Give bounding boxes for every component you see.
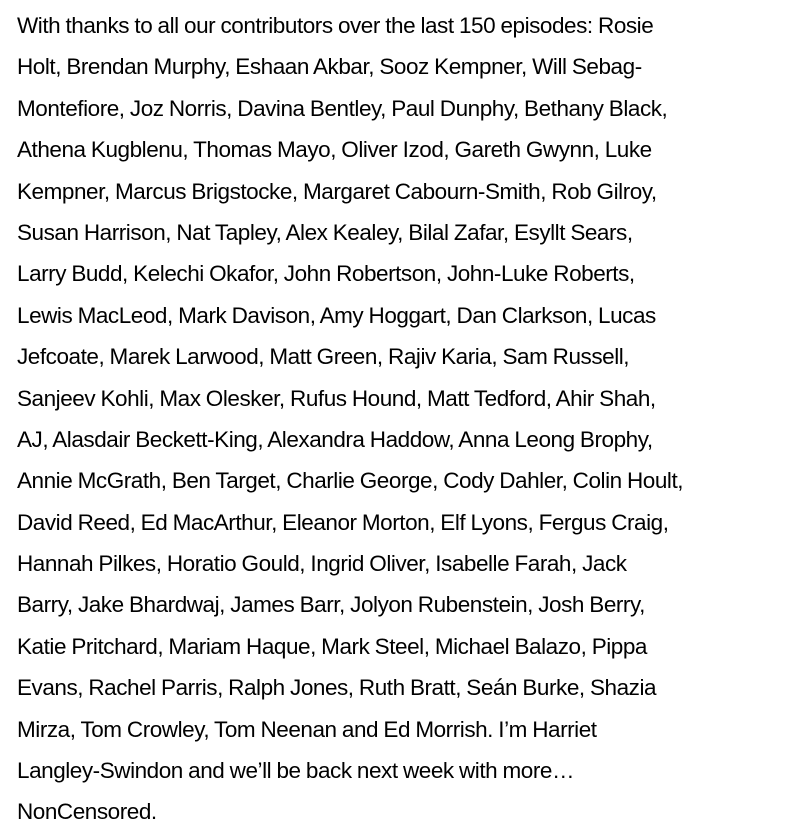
text-line: With thanks to all our contributors over the last 150 episodes: Rosie [17, 13, 654, 38]
text-line: Mirza, Tom Crowley, Tom Neenan and Ed Morrish. I’m Harriet [17, 716, 597, 742]
text-line: Athena Kugblenu, Thomas Mayo, Oliver Izod, Gareth Gwynn, Luke [17, 137, 652, 163]
text-line: David Reed, Ed MacArthur, Eleanor Morton, Elf Lyons, Fergus Craig, [17, 509, 669, 535]
text-line: Larry Budd, Kelechi Okafor, John Robertson, John-Luke Roberts, [17, 261, 635, 287]
text-line: Kempner, Marcus Brigstocke, Margaret Cabourn-Smith, Rob Gilroy, [17, 178, 657, 204]
text-line: Katie Pritchard, Mariam Haque, Mark Steel, Michael Balazo, Pippa [17, 633, 647, 659]
text-line: Holt, Brendan Murphy, Eshaan Akbar, Sooz Kempner, Will Sebag- [17, 54, 642, 80]
text-line: Jefcoate, Marek Larwood, Matt Green, Rajiv Karia, Sam Russell, [17, 344, 630, 370]
text-line: Barry, Jake Bhardwaj, James Barr, Jolyon Rubenstein, Josh Berry, [17, 592, 645, 618]
text-line: Evans, Rachel Parris, Ralph Jones, Ruth Bratt, Seán Burke, Shazia [17, 675, 657, 701]
text-line: Montefiore, Joz Norris, Davina Bentley, Paul Dunphy, Bethany Black, [17, 95, 668, 121]
text-line: Sanjeev Kohli, Max Olesker, Rufus Hound, Matt Tedford, Ahir Shah, [17, 385, 656, 411]
text-line: Annie McGrath, Ben Target, Charlie George, Cody Dahler, Colin Hoult, [17, 468, 684, 494]
text-line: Lewis MacLeod, Mark Davison, Amy Hoggart, Dan Clarkson, Lucas [17, 302, 656, 328]
text-line: Susan Harrison, Nat Tapley, Alex Kealey, Bilal Zafar, Esyllt Sears, [17, 219, 633, 245]
text-line: NonCensored. [17, 799, 157, 825]
text-line: AJ, Alasdair Beckett-King, Alexandra Haddow, Anna Leong Brophy, [17, 426, 653, 452]
document-paragraph [17, 10, 787, 838]
text-line: Langley-Swindon and we’ll be back next week with more… [17, 758, 575, 784]
text-line: Hannah Pilkes, Horatio Gould, Ingrid Oliver, Isabelle Farah, Jack [17, 551, 627, 577]
